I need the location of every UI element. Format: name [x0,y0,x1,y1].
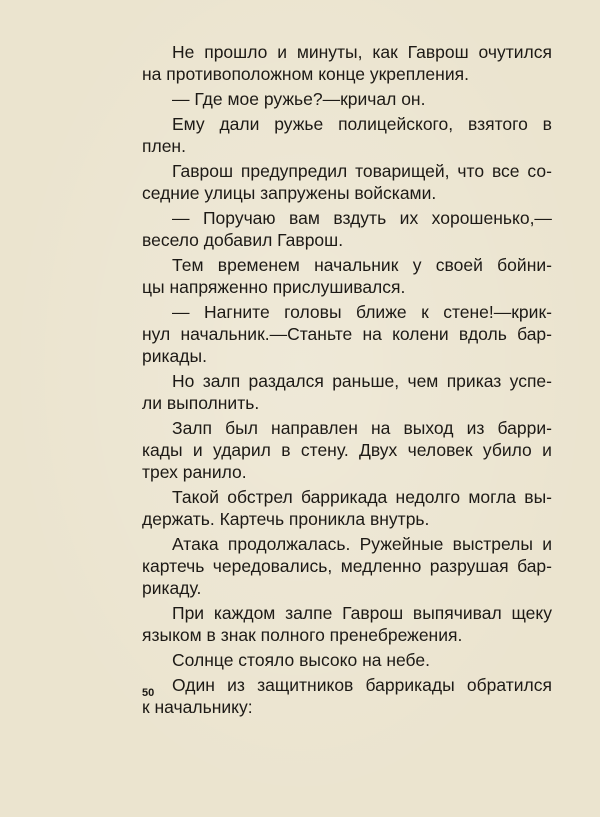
text-line [142,113,552,135]
word: и [542,534,552,554]
text-line [142,135,552,157]
text-line [142,229,552,251]
text-line [142,160,552,182]
word: и [542,440,552,460]
word: к [421,302,429,322]
word: Гаврош [342,603,404,623]
word: баррикада [300,487,388,507]
word: в [542,114,552,134]
word: начальник.—Станьте [180,324,353,344]
word: у [412,255,422,275]
word: выход [403,418,454,438]
word: могла [468,487,517,507]
word: товарищей, [355,161,450,181]
word: из [227,675,245,695]
word: нул [142,324,171,344]
word: начальник [314,255,399,275]
text-line [142,370,552,392]
word: вы- [524,487,552,507]
text-line [142,696,552,718]
word: трех ранило. [142,462,247,482]
word: Залп [172,418,212,438]
word: бар- [517,324,552,344]
text-line [142,88,552,110]
word: седние улицы запружены войсками. [142,183,437,203]
text-line [142,207,552,229]
text-line [142,533,552,555]
word: обстрел [227,487,293,507]
word: человек [407,440,473,460]
word: выпячивал [412,603,502,623]
word: цы напряженно прислушивался. [142,277,406,297]
word: к начальнику: [142,697,253,717]
word: Двух [359,440,398,460]
word: взятого [467,114,528,134]
word: Ружейные [359,534,444,554]
word: со- [527,161,552,181]
word: направлен [271,418,358,438]
text-line [142,508,552,530]
word: в [281,440,291,460]
text-line [142,417,552,439]
word: При [172,603,205,623]
word: плен. [142,136,186,156]
word: и [192,440,203,460]
word: залп [202,371,241,391]
word: успе- [509,371,552,391]
word: залпе [285,603,333,623]
word: очутился [478,42,552,62]
word: на противоположном конце укрепления. [142,64,469,84]
word: разрушая [429,556,509,576]
text-line [142,674,552,696]
text-line [142,276,552,298]
word: недолго [395,487,461,507]
word: продолжалась. [227,534,351,554]
text-line [142,439,552,461]
text-line [142,624,552,646]
text-line [142,649,552,671]
page-number: 50 [142,687,155,699]
text-line [142,461,552,483]
word: — Где мое ружье?—кричал он. [172,89,426,109]
word: ударил [213,440,271,460]
word: убило [482,440,532,460]
word: чем [407,371,439,391]
word: стену. [300,440,349,460]
text-line [142,555,552,577]
word: картечь [142,556,205,576]
word: Один [172,675,215,695]
text-line [142,345,552,367]
word: своей [435,255,483,275]
word: прошло [204,42,268,62]
word: вам [289,208,320,228]
text-line [142,323,552,345]
text-line [142,392,552,414]
word: что [457,161,485,181]
word: из [466,418,485,438]
word: рикаду. [142,578,202,598]
text-line [142,486,552,508]
word: приказ [446,371,502,391]
word: полицейского, [338,114,454,134]
word: временем [217,255,300,275]
text-line [142,41,552,63]
word: щеку [511,603,552,623]
word: раньше, [332,371,400,391]
word: хорошенько,— [431,208,552,228]
word: медленно [340,556,422,576]
word: колени [392,324,449,344]
word: и [277,42,287,62]
word: Солнце стояло высоко на небе. [172,650,430,670]
word: Такой [172,487,219,507]
word: Атака [172,534,219,554]
word: Не [172,42,195,62]
word: языком в знак полного пренебрежения. [142,625,463,645]
word: их [399,208,419,228]
word: как [372,42,398,62]
word: Тем [172,255,204,275]
word: кады [142,440,183,460]
text-line [142,301,552,323]
word: Но [172,371,195,391]
word: Гаврош [407,42,469,62]
page-text [142,41,552,718]
word: головы [284,302,342,322]
word: Ему [172,114,205,134]
text-line [142,602,552,624]
word: Поручаю [202,208,276,228]
word: весело добавил Гаврош. [142,230,344,250]
word: был [225,418,258,438]
word: стене!—крик- [443,302,552,322]
word: баррикады [365,675,455,695]
word: ближе [355,302,407,322]
text-line [142,182,552,204]
word: бойни- [497,255,552,275]
word: выстрелы [452,534,533,554]
word: бар- [517,556,552,576]
word: обратился [466,675,552,695]
word: вдоль [458,324,507,344]
text-line [142,254,552,276]
text-line [142,577,552,599]
word: на [370,418,391,438]
word: ружье [274,114,324,134]
word: чередовались, [212,556,333,576]
word: каждом [213,603,276,623]
word: вздуть [333,208,387,228]
word: ли выполнить. [142,393,260,413]
text-line [142,63,552,85]
word: рикады. [142,346,207,366]
word: предупредил [240,161,348,181]
word: на [362,324,382,344]
word: раздался [248,371,324,391]
word: — [172,302,190,322]
word: барри- [497,418,552,438]
word: держать. Картечь проникла внутрь. [142,509,430,529]
word: защитников [257,675,354,695]
word: дали [219,114,260,134]
word: Нагните [203,302,270,322]
word: Гаврош [172,161,234,181]
word: минуты, [296,42,363,62]
word: — [172,208,190,228]
word: все [491,161,520,181]
